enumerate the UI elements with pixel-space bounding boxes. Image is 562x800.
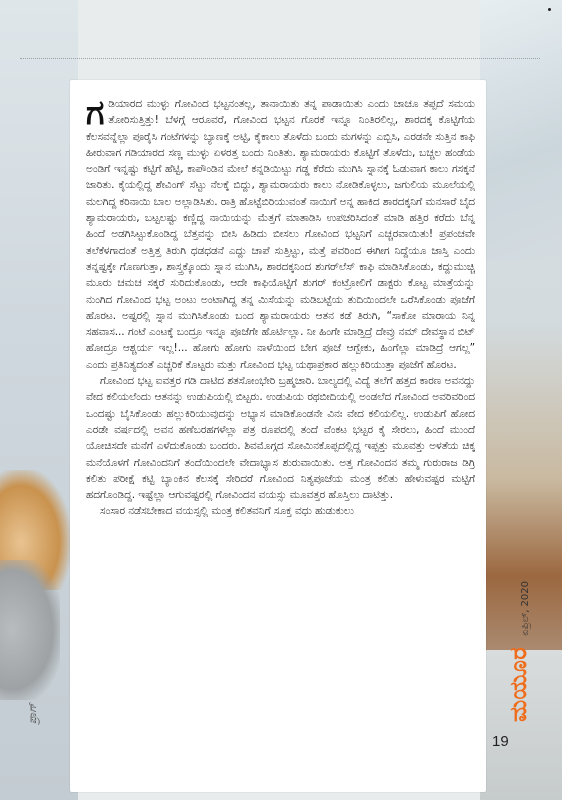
top-divider <box>20 58 540 59</box>
paragraph-3: ಸಂಸಾರ ನಡೆಸಬೇಕಾದ ವಯಸ್ಸಲ್ಲಿ ಮಂತ್ರ ಕಲಿತವನಿಗೆ ಸೂಕ್ತ ವಧು ಹುಡುಕುಲು <box>100 505 354 518</box>
article-body <box>86 93 475 520</box>
drop-cap: ಗ <box>86 93 105 133</box>
magazine-logo-text: ಮಯೂರ <box>506 646 532 722</box>
magazine-logo <box>502 640 536 728</box>
page-number: 19 <box>492 733 509 750</box>
issue-date-text: ಏಪ್ರಿಲ್, 2020 <box>520 580 531 636</box>
sky-illustration <box>480 0 562 260</box>
corner-mark <box>548 8 551 11</box>
paragraph-1 <box>86 93 475 373</box>
artist-signature <box>12 678 52 748</box>
paragraph-2: ಗೋವಿಂದ ಭಟ್ಟ ಐವತ್ತರ ಗಡಿ ದಾಟಿದ ಶತಸೋಂಭೇರಿ ಬ್ರಹ್ಮಚಾರಿ. ಬಾಲ್ಯದಲ್ಲಿ ವಿದ್ಯೆ ತಲೆಗೆ ಹತ್ತದ ಕಾರಣ ಅವನದ್ದು ವೇದ ಕಲಿಯಲೆಂದು ಆತನನ್ನು ಉಡುಪಿಯಲ್ಲಿ ಬಿಟ್ಟರು. ಉಡುಪಿಯ ರಥಬೀದಿಯಲ್ಲಿ ಅಂಡಲೆದ ಗೋವಿಂದ ಅವರಿವರಿಂದ ಒಂದಷ್ಟು ಬೈಸಿಕೊಂಡು ಹಲ್ಲುಕಿರಿಯುವುದನ್ನು ಅಭ್ಯಾಸ ಮಾಡಿಕೊಂಡನೇ ವಿನಃ ವೇದ ಕಲಿಯಲಿಲ್ಲ. ಉಡುಪಿಗೆ ಹೋದ ಎರಡೇ ವರ್ಷದಲ್ಲಿ ಅವನ ಹಣೆಬರಹಗಳೆಲ್ಲಾ ಪತ್ರ ರೂಪದಲ್ಲಿ ತಂದೆ ವೆಂಕಟ ಭಟ್ಟರ ಕೈ ಸೇರಲು, ಹಿಂದೆ ಮುಂದೆ ಯೋಚಿಸದೇ ಮನೆಗೆ ಎಳೆದುಕೊಂಡು ಬಂದರು. ಶಿವಮೊಗ್ಗದ ಸೋಮಿನಕೊಪ್ಪದಲ್ಲಿದ್ದ ಇಪ್ಪತ್ತು ಮೂವತ್ತು ಅಳತೆಯ ಚಿಕ್ಕ ಮನೆಯೊಳಗೆ ಗೋವಿಂದನಿಗೆ ತಂದೆಯಿಂದಲೇ ವೇದಾಭ್ಯಾಸ ಶುರುವಾಯಿತು. ಅತ್ತ ಗೋವಿಂದನ ತಮ್ಮ ಗುರುರಾಜ ಡಿಗ್ರಿ ಕಲಿತು ಪರೀಕ್ಷೆ ಕಟ್ಟಿ ಬ್ಯಾಂಕಿನ ಕೆಲಸಕ್ಕೆ ಸೇರಿದರೆ ಗೋವಿಂದ ನಿತ್ಯಪೂಜೆಯ ಮಂತ್ರ ಕಲಿತು ಹೇಳುವಷ್ಟರ ಮಟ್ಟಿಗೆ ಹದಗೊಂಡಿದ್ದ. ಇಷ್ಟೆಲ್ಲಾ ಆಗುವಷ್ಟರಲ್ಲಿ ಗೋವಿಂದನ ವಯಸ್ಸು ಮೂವತ್ತರ ಹೊಸ್ತಿಲು ದಾಟಿತ್ತು. <box>86 375 475 502</box>
paragraph-1-text: ಡಿಯಾರದ ಮುಳ್ಳು ಗೋವಿಂದ ಭಟ್ಟನಂತಲ್ಲ, ತಾನಾಯಿತು ತನ್ನ ಪಾಡಾಯಿತು ಎಂದು ಚಾಚೂ ತಪ್ಪದೆ ಸಮಯ ತೋರಿಸುತ್ತಿತ್ತು! ಬೆಳಗ್ಗೆ ಆರೂವರೆ, ಗೋವಿಂದ ಭಟ್ಟನ ಗೊರಕೆ ಇನ್ನೂ ನಿಂತಿರಲಿಲ್ಲ, ಶಾರದಕ್ಕ ಕೊಟ್ಟಿಗೆಯ ಕೆಲಸವನ್ನೆಲ್ಲಾ ಪೂರೈಸಿ ಗಂಟೆಗಳನ್ನು ಬ್ಯಾಣಕ್ಕೆ ಅಟ್ಟಿ, ಕೈಕಾಲು ತೊಳೆದು ಬಂದು ಮಗಳನ್ನು ಎಬ್ಬಿಸಿ, ಎರಡನೇ ಸುತ್ತಿನ ಕಾಫಿ ಹೀರುವಾಗ ಗಡಿಯಾರದ ಸಣ್ಣ ಮುಳ್ಳು ಏಳರತ್ತ ಬಂದು ನಿಂತಿತು. ಶ್ಯಾಮರಾಯರು ಕೊಟ್ಟಿಗೆ ತೊಳೆದು, ಬಚ್ಚಲ ಹಂಡೆಯ ಅಂಡಿಗೆ ಇನ್ನಷ್ಟು ಕಟ್ಟಿಗೆ ಹೆಟ್ಟಿ, ಕಾಪೌಂಡಿನ ಮೇಲೆ ಕನ್ನಡಿಯಿಟ್ಟು ಗಡ್ಡ ಕೆರೆದು ಮುಗಿಸಿ ಸ್ನಾನಕ್ಕೆ ಓಡುವಾಗ ಕಾಲು ಗಸಕ್ಕನೆ ಜಾರಿತು. ಕೈಯಲ್ಲಿದ್ದ ಶೇವಿಂಗ್ ಸೆಟ್ಟು ನೆಲಕ್ಕೆ ಬಿದ್ದು, ಶ್ಯಾಮರಾಯರು ಕಾಲು ನೋಡಿಕೊಳ್ಳಲು, ಜಗುಲಿಯ ಮೂಲೆಯಲ್ಲಿ ಮಲಗಿದ್ದ ಕರಿನಾಯಿ ಬಾಲ ಅಲ್ಲಾಡಿಸಿತು. ರಾತ್ರಿ ಹೊಟ್ಟೆಬಿರಿಯುವಂತೆ ನಾಯಿಗೆ ಅನ್ನ ಹಾಕಿದ ಶಾರದಕ್ಕನಿಗೆ ಮನಸಾರೆ ಬೈದ ಶ್ಯಾಮರಾಯರು, ಬಟ್ಟಲಷ್ಟು ಕಣ್ಣಿದ್ದ ನಾಯಿಯನ್ನು ಮೆತ್ತಗೆ ಮಾತಾಡಿಸಿ ಉಪಚರಿಸಿದಂತೆ ಮಾಡಿ ಹತ್ತಿರ ಕರೆದು ಬೆನ್ನ ಹಿಂದೆ ಅಡಗಿಸಿಟ್ಟುಕೊಂಡಿದ್ದ ಬೆತ್ತವನ್ನು ಬೀಸಿ ಹಿಡಿದು ಬೀಸಲು ಗೋವಿಂದ ಭಟ್ಟನಿಗೆ ಎಚ್ಚರವಾಯಿತು! ಪ್ರಪಂಚವೇ ತಲೆಕೆಳಗಾದಂತೆ ಅತ್ತಿತ್ತ ತಿರುಗಿ ಧಡಧಡನೆ ಎದ್ದು ಚಾಪೆ ಸುತ್ತಿಟ್ಟು, ಮತ್ತೆ ಪವರಿಂದ ಈಗೀಗ ನಿದ್ದೆಯೂ ಜಾಸ್ತಿ ಎಂದು ತನ್ನಷ್ಟಕ್ಕೇ ಗೊಣಗುತ್ತಾ, ಶಾಸ್ತ್ರಕ್ಕೊಂದು ಸ್ನಾನ ಮುಗಿಸಿ, ಶಾರದಕ್ಕನಿಂದ ಶುಗರ್‌ಲೆಸ್ ಕಾಫಿ ಮಾಡಿಸಿಕೊಂಡು, ಕದ್ದುಮುಚ್ಚಿ ಮೂರು ಚಮಚ ಸಕ್ಕರೆ ಸುರಿದುಕೊಂಡು, ಆದೇ ಕಾಫಿಯೊಟ್ಟಿಗೆ ಶುಗರ್ ಕಂಟ್ರೋಲಿಗೆ ಡಾಕ್ಟರು ಕೊಟ್ಟ ಮಾತ್ರೆಯನ್ನು ನುಂಗಿದ ಗೋವಿಂದ ಭಟ್ಟ ಅಂಟು ಅಂಟಾಗಿದ್ದ ತನ್ನ ಮಿಸೆಯನ್ನು ಮಡಿಬಟ್ಟೆಯ ತುದಿಯಿಂದಲೇ ಒರೆಸಿಕೊಂಡು ಪೂಜೆಗೆ ಹೊರಟ. ಅಷ್ಟರಲ್ಲಿ ಸ್ನಾನ ಮುಗಿಸಿಕೊಂಡು ಬಂದ ಶ್ಯಾಮರಾಯರು ಆತನ ಕಡೆ ತಿರುಗಿ, “ಸಾಕೋ ಮಾರಾಯ ನಿನ್ನ ಸಹವಾಸ... ಗಂಟೆ ಎಂಟಕ್ಕೆ ಬಂದ್ರೂ ಇನ್ನೂ ಪೂಜೆಗೇ ಹೊರ್ಟಿಲ್ಲಾ. ನೀ ಹಿಂಗೇ ಮಾಡ್ತಿದ್ರೆ ದೇವ್ರು ನಮ್ ದೇವಸ್ಥಾನ ಬಿಟ್ ಹೋದ್ರೂ ಆಶ್ಚರ್ಯ ಇಲ್ಲ!... ಹೋಗು ಹೋಗು ನಾಳೆಯಿಂದ ಬೇಗ ಪೂಜೆ ಆಗ್ಬೇಕು, ಹಿಂಗೆಲ್ಲಾ ಮಾಡಿದ್ರೆ ಆಗಲ್ಲ” ಎಂದು ಪ್ರತಿನಿತ್ಯದಂತೆ ಎಚ್ಚರಿಕೆ ಕೊಟ್ಟರು ಮತ್ತು ಗೋವಿಂದ ಭಟ್ಟ ಯಥಾಪ್ರಕಾರ ಹಲ್ಲುಕಿರಿಯುತ್ತಾ ಪೂಜೆಗೆ ಹೊರಟ. <box>86 98 475 371</box>
issue-date <box>517 578 535 638</box>
artist-signature-text: ಪ್ರಾಗ್ <box>25 702 39 724</box>
